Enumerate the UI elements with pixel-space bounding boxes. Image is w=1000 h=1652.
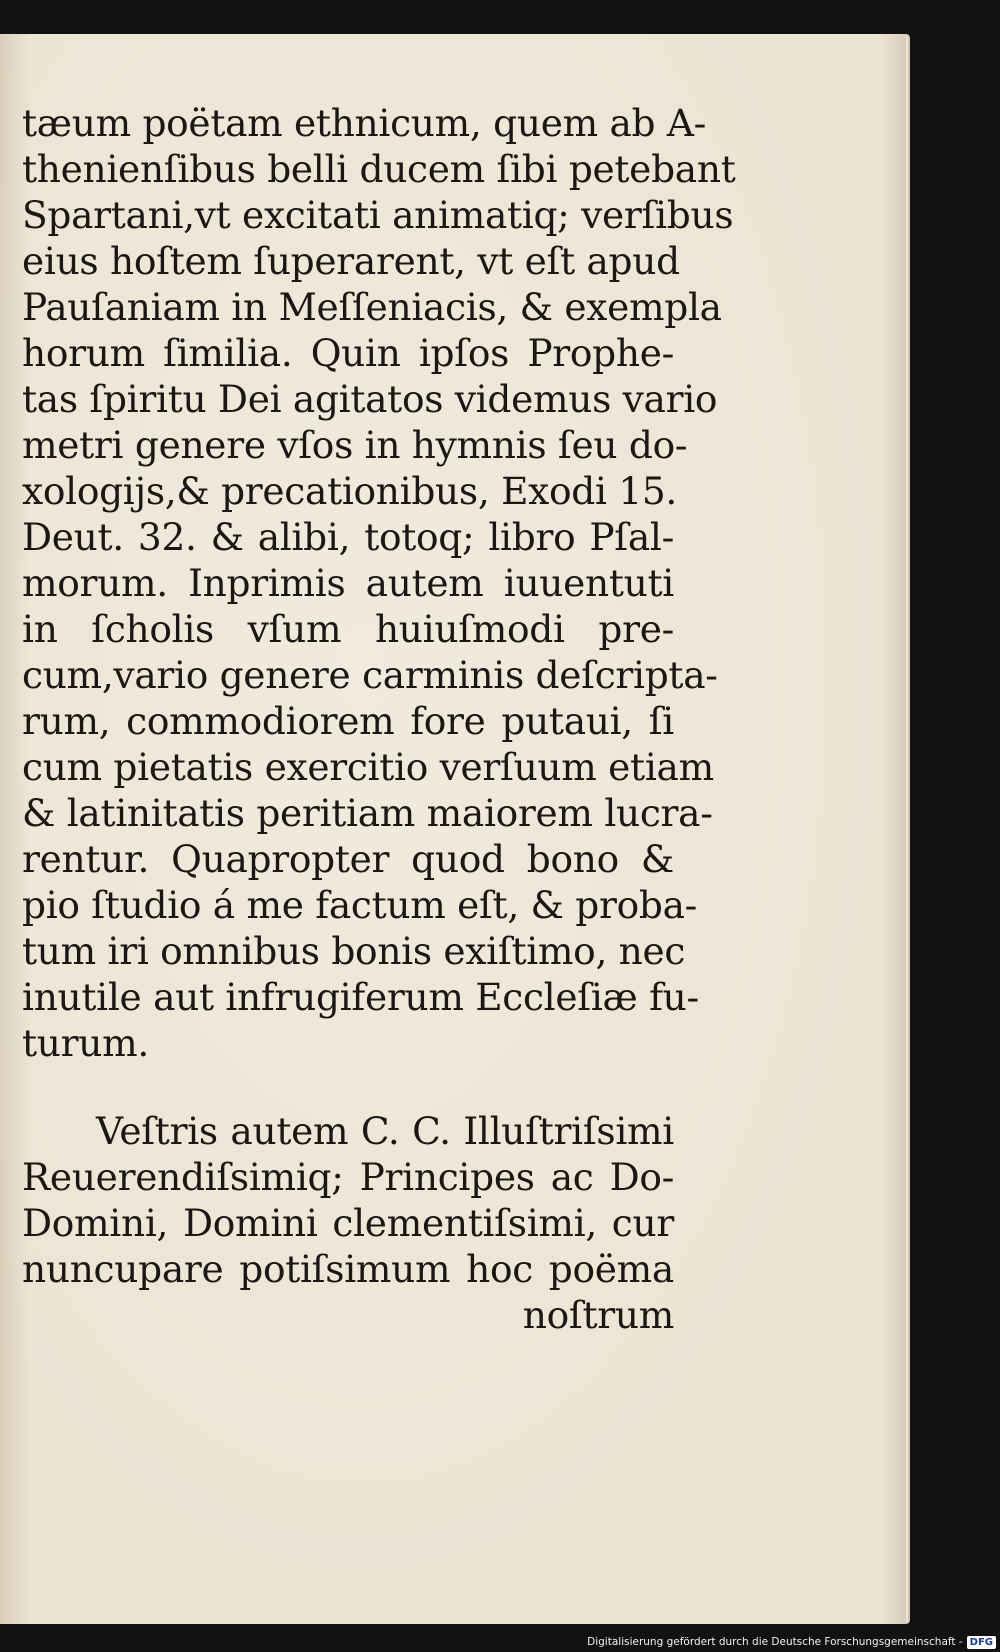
credit-text: Digitalisierung gefördert durch die Deutsche Forschungsgemeinschaft - — [587, 1636, 963, 1648]
text-line: tæum poëtam ethnicum, quem ab A- — [22, 101, 707, 145]
text-line: turum. — [22, 1021, 149, 1065]
text-line: Reuerendiſsimiq; Principes ac Do- — [22, 1155, 674, 1199]
text-line: tas ſpiritu Dei agitatos videmus vario — [22, 377, 718, 421]
text-line: & latinitatis peritiam maiorem lucra- — [22, 791, 713, 835]
text-line: metri genere vſos in hymnis ſeu do- — [22, 423, 688, 467]
text-line: cum,vario genere carminis deſcripta- — [22, 653, 718, 697]
text-line: rentur. Quapropter quod bono & — [22, 837, 674, 881]
paragraph-gap — [22, 1066, 674, 1108]
page-text — [22, 100, 736, 1338]
digitization-credit — [587, 1634, 996, 1650]
text-line: morum. Inprimis autem iuuentuti — [22, 561, 674, 605]
text-line: nuncupare potiſsimum hoc poëma — [22, 1247, 674, 1291]
text-line: pio ſtudio á me factum eſt, & proba- — [22, 883, 698, 927]
page-edge-shadow — [880, 34, 906, 1624]
text-line: Pauſaniam in Meſſeniacis, & exempla — [22, 285, 722, 329]
text-line: horum ſimilia. Quin ipſos Prophe- — [22, 331, 674, 375]
text-line: cum pietatis exercitio verſuum etiam — [22, 745, 714, 789]
text-line: Deut. 32. & alibi, totoq; libro Pſal- — [22, 515, 674, 559]
text-line: inutile aut infrugiferum Eccleſiæ fu- — [22, 975, 699, 1019]
text-line: in ſcholis vſum huiuſmodi pre- — [22, 607, 674, 651]
text-line: eius hoſtem ſuperarent, vt eſt apud — [22, 239, 680, 283]
text-line: thenienſibus belli ducem ſibi petebant — [22, 147, 736, 191]
text-line: Veſtris autem C. C. Illuſtriſsimi — [96, 1109, 674, 1153]
dfg-logo: DFG — [967, 1636, 996, 1649]
text-line: Spartani,vt excitati animatiq; verſibus — [22, 193, 734, 237]
text-line: rum, commodiorem fore putaui, ſi — [22, 699, 674, 743]
catchword: noſtrum — [522, 1293, 674, 1337]
text-line: Domini, Domini clementiſsimi, cur — [22, 1201, 674, 1245]
text-line: xologijs,& precationibus, Exodi 15. — [22, 469, 678, 513]
text-line: tum iri omnibus bonis exiſtimo, nec — [22, 929, 686, 973]
